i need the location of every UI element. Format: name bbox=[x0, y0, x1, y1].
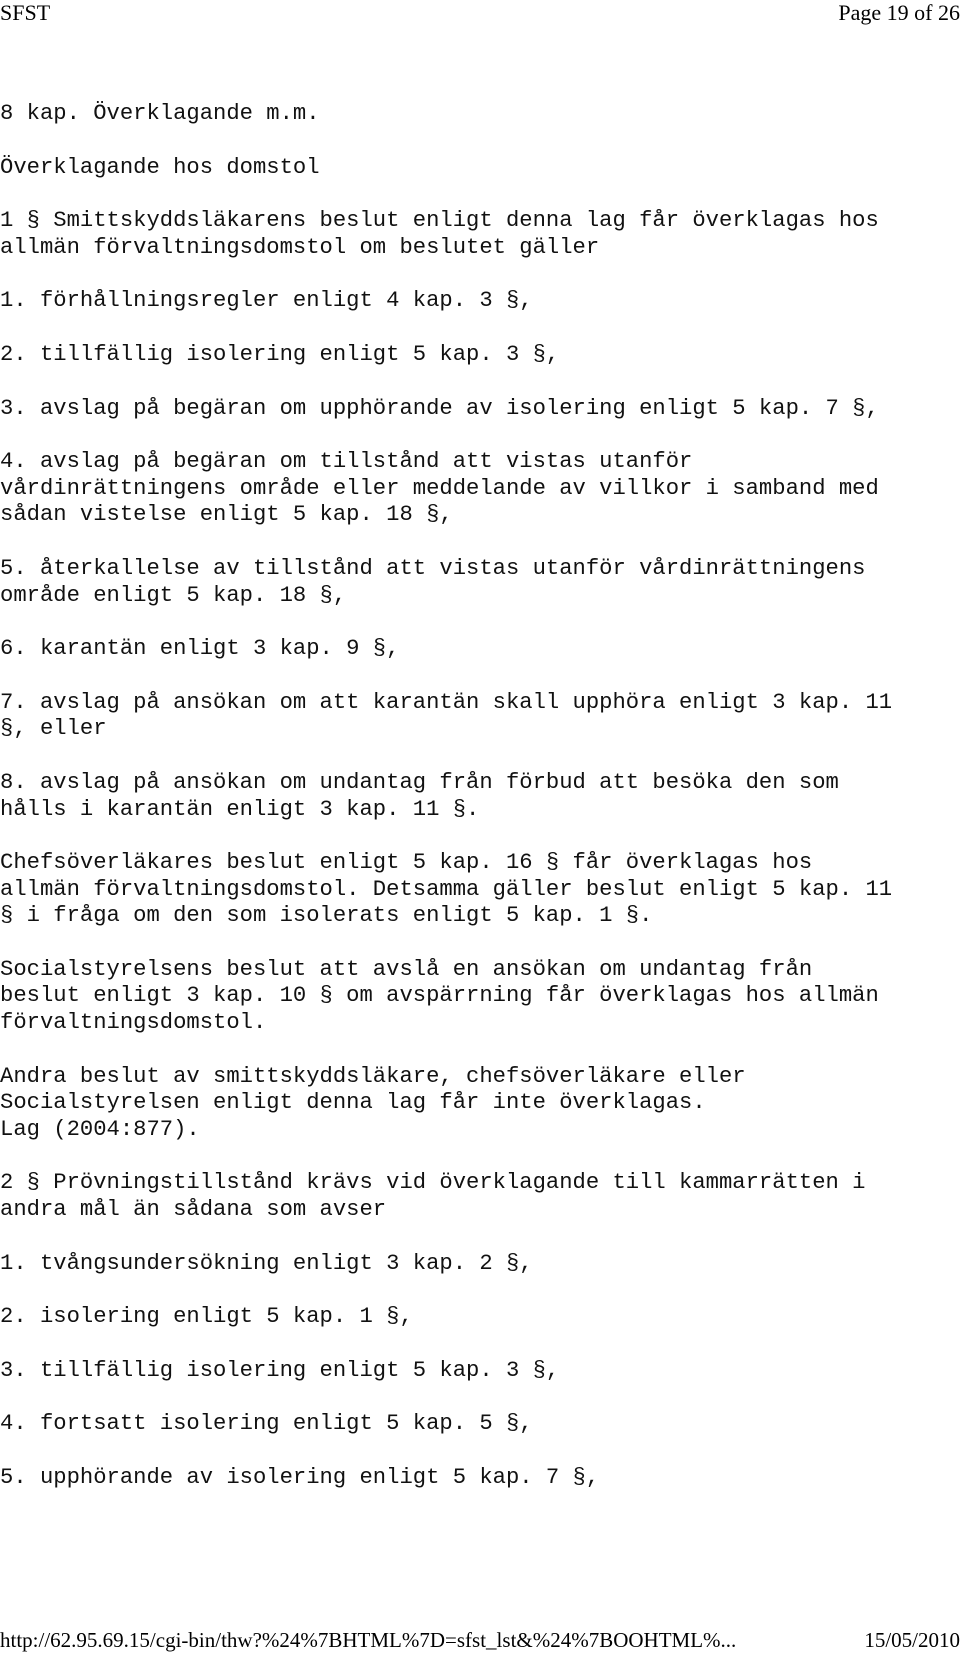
source-label: SFST bbox=[0, 0, 51, 25]
list-item: 5. upphörande av isolering enligt 5 kap. 7 §, bbox=[0, 1465, 600, 1490]
paragraph-1-intro: 1 § Smittskyddsläkarens beslut enligt denna lag får överklagas hos allmän förvaltningsdomstol om beslutet gäller bbox=[0, 208, 879, 260]
list-item: 3. tillfällig isolering enligt 5 kap. 3 §, bbox=[0, 1357, 560, 1383]
page-footer bbox=[0, 1627, 960, 1654]
section-heading: Överklagande hos domstol bbox=[0, 154, 320, 180]
list-item: 1. förhållningsregler enligt 4 kap. 3 §, bbox=[0, 288, 533, 314]
list-item: 1. tvångsundersökning enligt 3 kap. 2 §, bbox=[0, 1250, 533, 1276]
document-body bbox=[0, 101, 905, 1519]
page-number: Page 19 of 26 bbox=[838, 0, 960, 25]
list-item: 7. avslag på ansökan om att karantän skall upphöra enligt 3 kap. 11 §, eller bbox=[0, 689, 893, 742]
list-item: 2. tillfällig isolering enligt 5 kap. 3 §, bbox=[0, 341, 560, 367]
list-item: 4. fortsatt isolering enligt 5 kap. 5 §, bbox=[0, 1411, 533, 1437]
paragraph-2-intro: 2 § Prövningstillstånd krävs vid överklagande till kammarrätten i andra mål än sådana som avser bbox=[0, 1170, 866, 1223]
chefsoverlakare-paragraph: Chefsöverläkares beslut enligt 5 kap. 16 § får överklagas hos allmän förvaltningsdomstol. Detsamma gäller beslut enligt 5 kap. 11 § i fråga om den som isolerats enligt 5 kap. 1 §. bbox=[0, 850, 893, 929]
list-item: 6. karantän enligt 3 kap. 9 §, bbox=[0, 636, 400, 662]
source-url[interactable]: http://62.95.69.15/cgi-bin/thw?%24%7BHTML%7D=sfst_lst&%24%7BOOHTML%... bbox=[0, 1628, 737, 1652]
list-item: 2. isolering enligt 5 kap. 1 §, bbox=[0, 1304, 413, 1330]
socialstyrelsen-paragraph: Socialstyrelsens beslut att avslå en ansökan om undantag från beslut enligt 3 kap. 10 § om avspärrning får överklagas hos allmän förvaltningsdomstol. bbox=[0, 956, 879, 1036]
print-date: 15/05/2010 bbox=[864, 1628, 960, 1652]
list-item: 8. avslag på ansökan om undantag från förbud att besöka den som hålls i karantän enligt 3 kap. 11 §. bbox=[0, 769, 839, 822]
list-item: 4. avslag på begäran om tillstånd att vistas utanför vårdinrättningens område eller meddelande av villkor i samband med sådan vistelse enligt 5 kap. 18 §, bbox=[0, 449, 879, 528]
chapter-title: 8 kap. Överklagande m.m. bbox=[0, 101, 320, 126]
andra-beslut-paragraph: Andra beslut av smittskyddsläkare, chefsöverläkare eller Socialstyrelsen enligt denna lag får inte överklagas. bbox=[0, 1063, 746, 1116]
list-item: 5. återkallelse av tillstånd att vistas utanför vårdinrättningens område enligt 5 kap. 18 §, bbox=[0, 555, 866, 608]
page-header bbox=[0, 0, 960, 30]
law-reference: Lag (2004:877). bbox=[0, 1116, 200, 1142]
list-item: 3. avslag på begäran om upphörande av isolering enligt 5 kap. 7 §, bbox=[0, 395, 879, 421]
